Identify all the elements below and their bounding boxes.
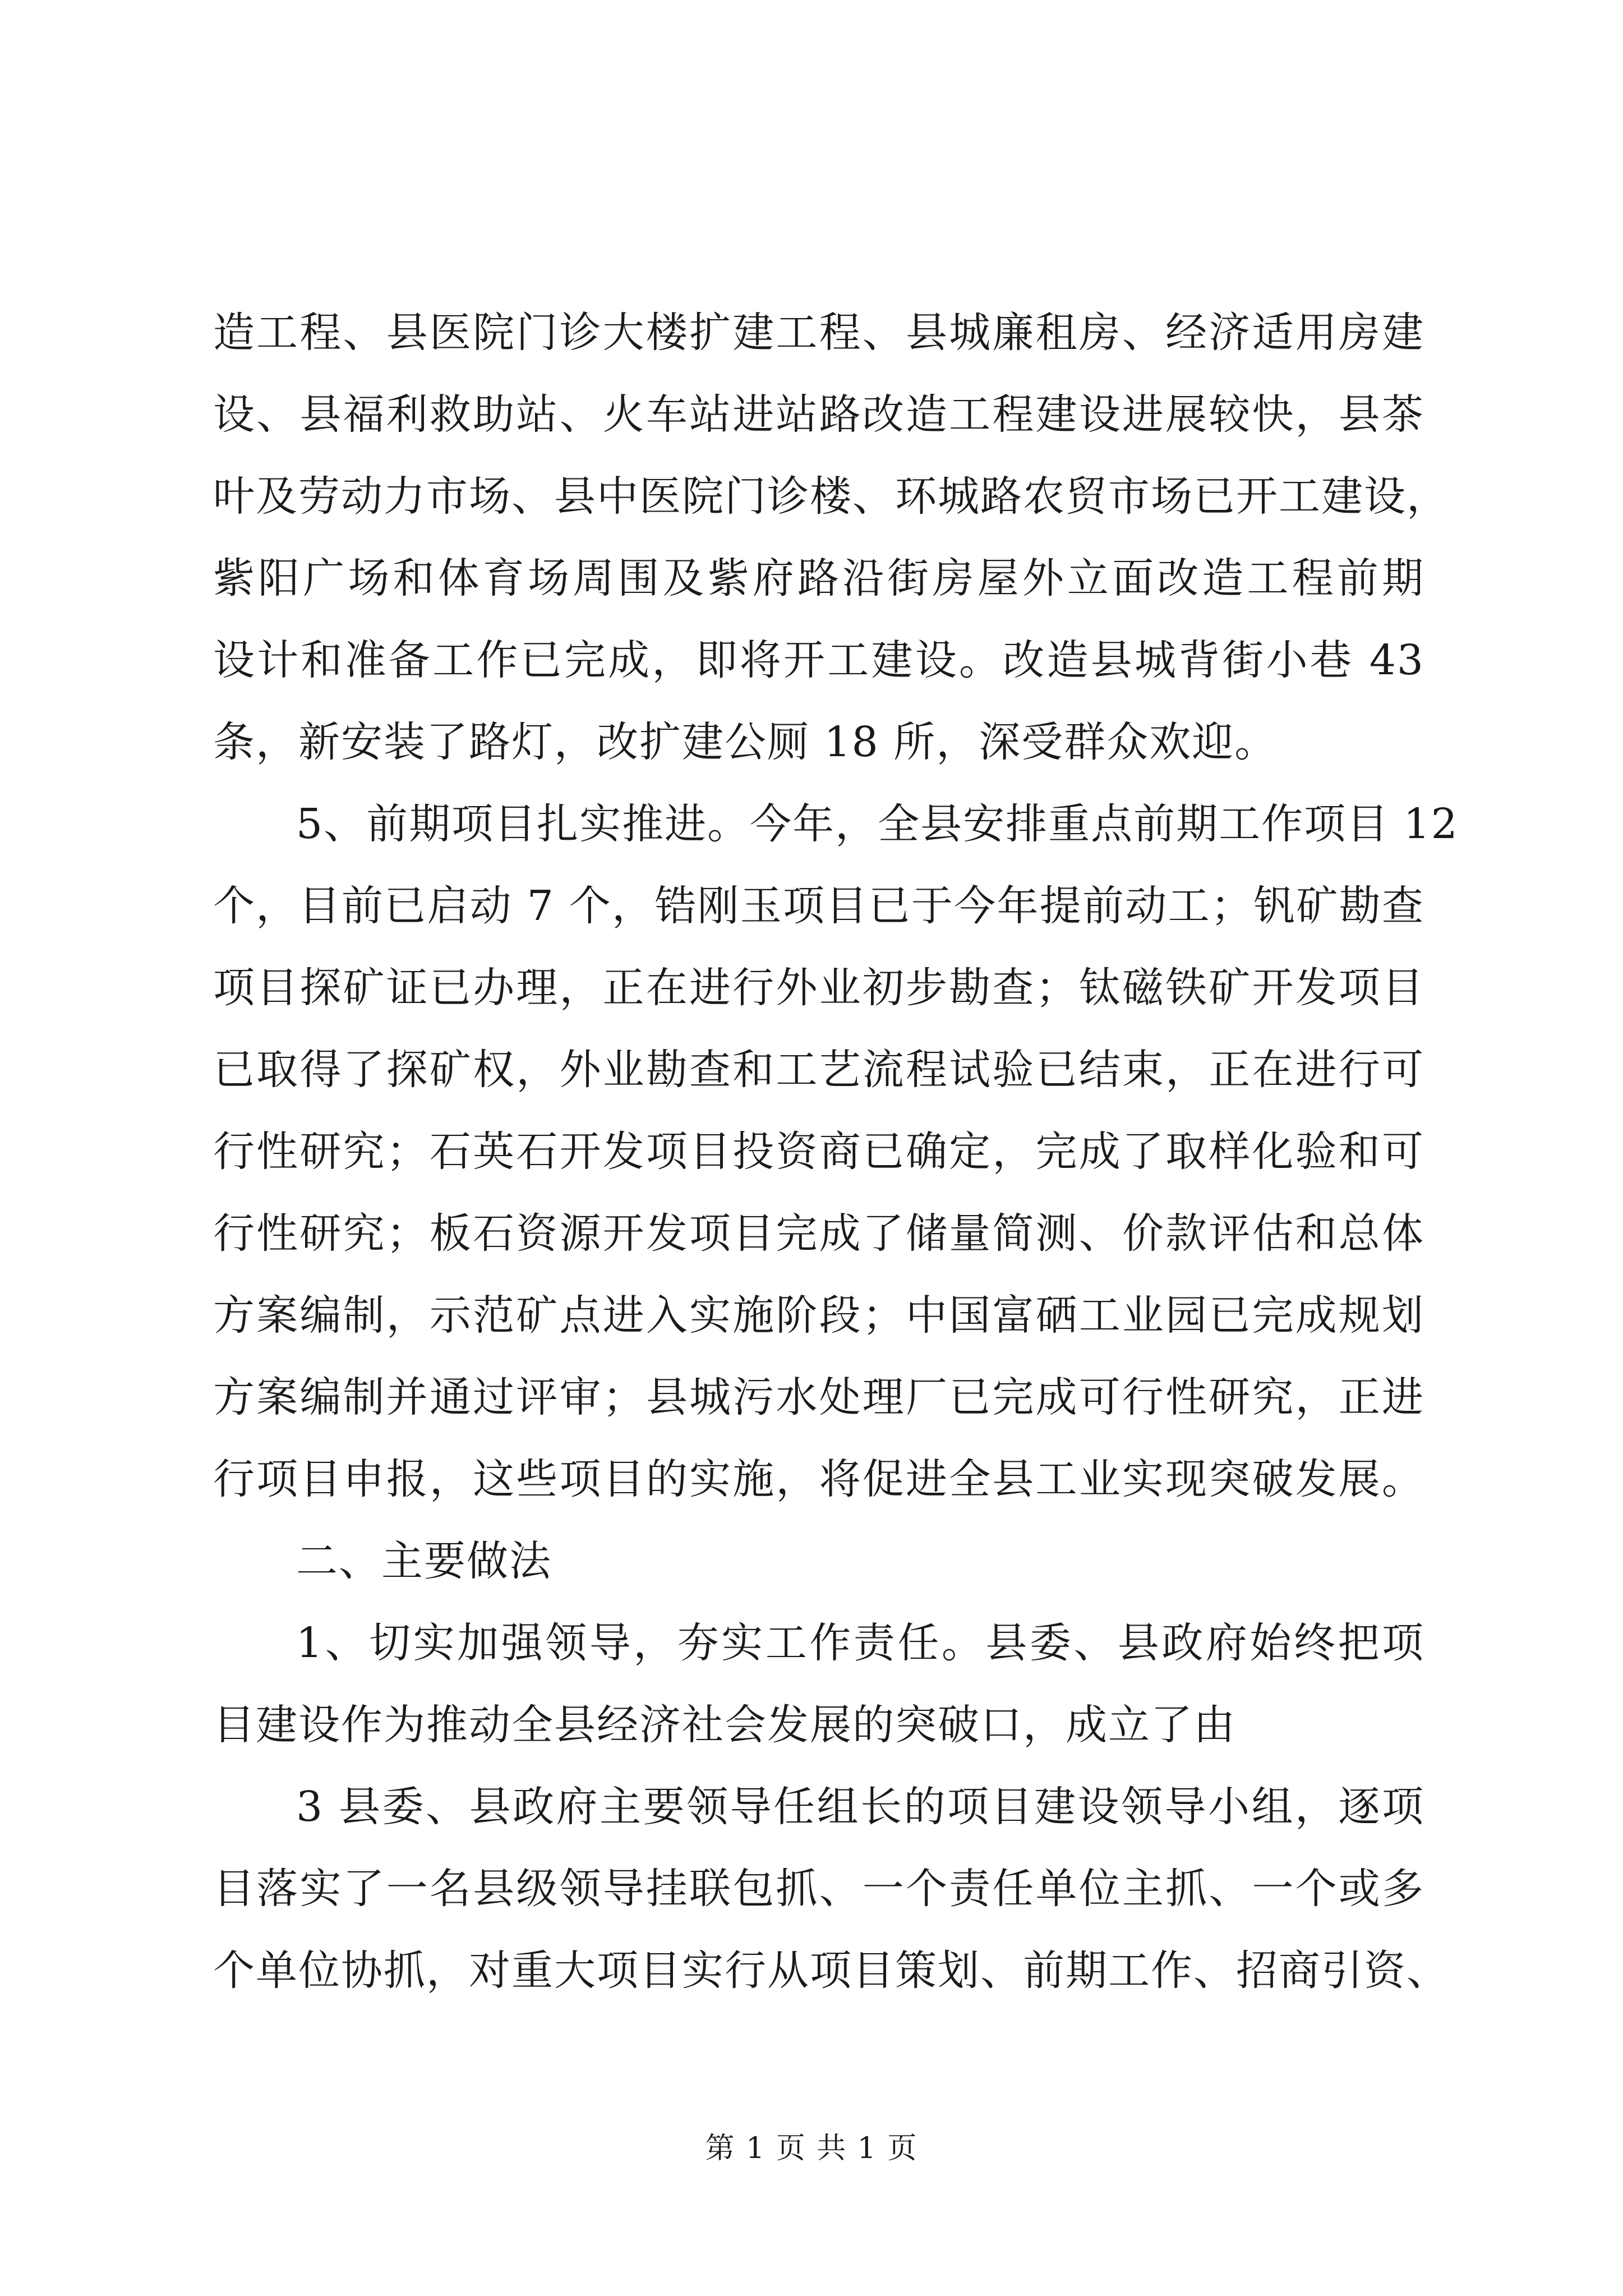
text-line: 项目探矿证已办理，正在进行外业初步勘查；钛磁铁矿开发项目 (213, 964, 1424, 1012)
section-heading-main-practices (213, 1520, 1424, 1602)
text-line: 方案编制，示范矿点进入实施阶段；中国富硒工业园已完成规划 (213, 1291, 1424, 1340)
text-line: 已取得了探矿权，外业勘查和工艺流程试验已结束，正在进行可 (213, 1046, 1424, 1094)
text-line: 条，新安装了路灯，改扩建公厕 18 所，深受群众欢迎。 (213, 718, 1278, 766)
text-line: 个，目前已启动 7 个，锆刚玉项目已于今年提前动工；钒矿勘查 (213, 882, 1424, 930)
page-footer: 第 1 页 共 1 页 (705, 2132, 918, 2165)
text-line: 行性研究；板石资源开发项目完成了储量简测、价款评估和总体 (213, 1209, 1424, 1258)
text-line: 设、县福利救助站、火车站进站路改造工程建设进展较快，县茶 (213, 390, 1424, 439)
text-line: 1、切实加强领导，夯实工作责任。县委、县政府始终把项 (296, 1619, 1424, 1667)
text-line: 5、前期项目扎实推进。今年，全县安排重点前期工作项目 12 (296, 800, 1459, 848)
section-heading: 二、主要做法 (296, 1537, 552, 1585)
text-line: 目落实了一名县级领导挂联包抓、一个责任单位主抓、一个或多 (213, 1865, 1424, 1913)
document-body (213, 292, 1459, 2012)
text-line: 方案编制并通过评审；县城污水处理厂已完成可行性研究，正进 (213, 1373, 1424, 1421)
paragraph-leading-group (213, 1766, 1449, 2012)
text-line: 紫阳广场和体育场周围及紫府路沿街房屋外立面改造工程前期 (213, 554, 1424, 602)
text-line: 叶及劳动力市场、县中医院门诊楼、环城路农贸市场已开工建设， (213, 472, 1449, 521)
text-line: 行项目申报，这些项目的实施，将促进全县工业实现突破发展。 (213, 1455, 1424, 1503)
text-line: 3 县委、县政府主要领导任组长的项目建设领导小组，逐项 (296, 1783, 1424, 1831)
text-line: 造工程、县医院门诊大楼扩建工程、县城廉租房、经济适用房建 (213, 309, 1424, 357)
paragraph-construction-projects (213, 292, 1449, 783)
paragraph-leadership (213, 1602, 1424, 1766)
text-line: 目建设作为推动全县经济社会发展的突破口，成立了由 (213, 1701, 1236, 1749)
text-line: 行性研究；石英石开发项目投资商已确定，完成了取样化验和可 (213, 1128, 1424, 1176)
paragraph-preliminary-projects (213, 783, 1459, 1520)
text-line: 个单位协抓，对重大项目实行从项目策划、前期工作、招商引资、 (213, 1947, 1449, 1995)
text-line: 设计和准备工作已完成，即将开工建设。改造县城背街小巷 43 (213, 636, 1424, 684)
